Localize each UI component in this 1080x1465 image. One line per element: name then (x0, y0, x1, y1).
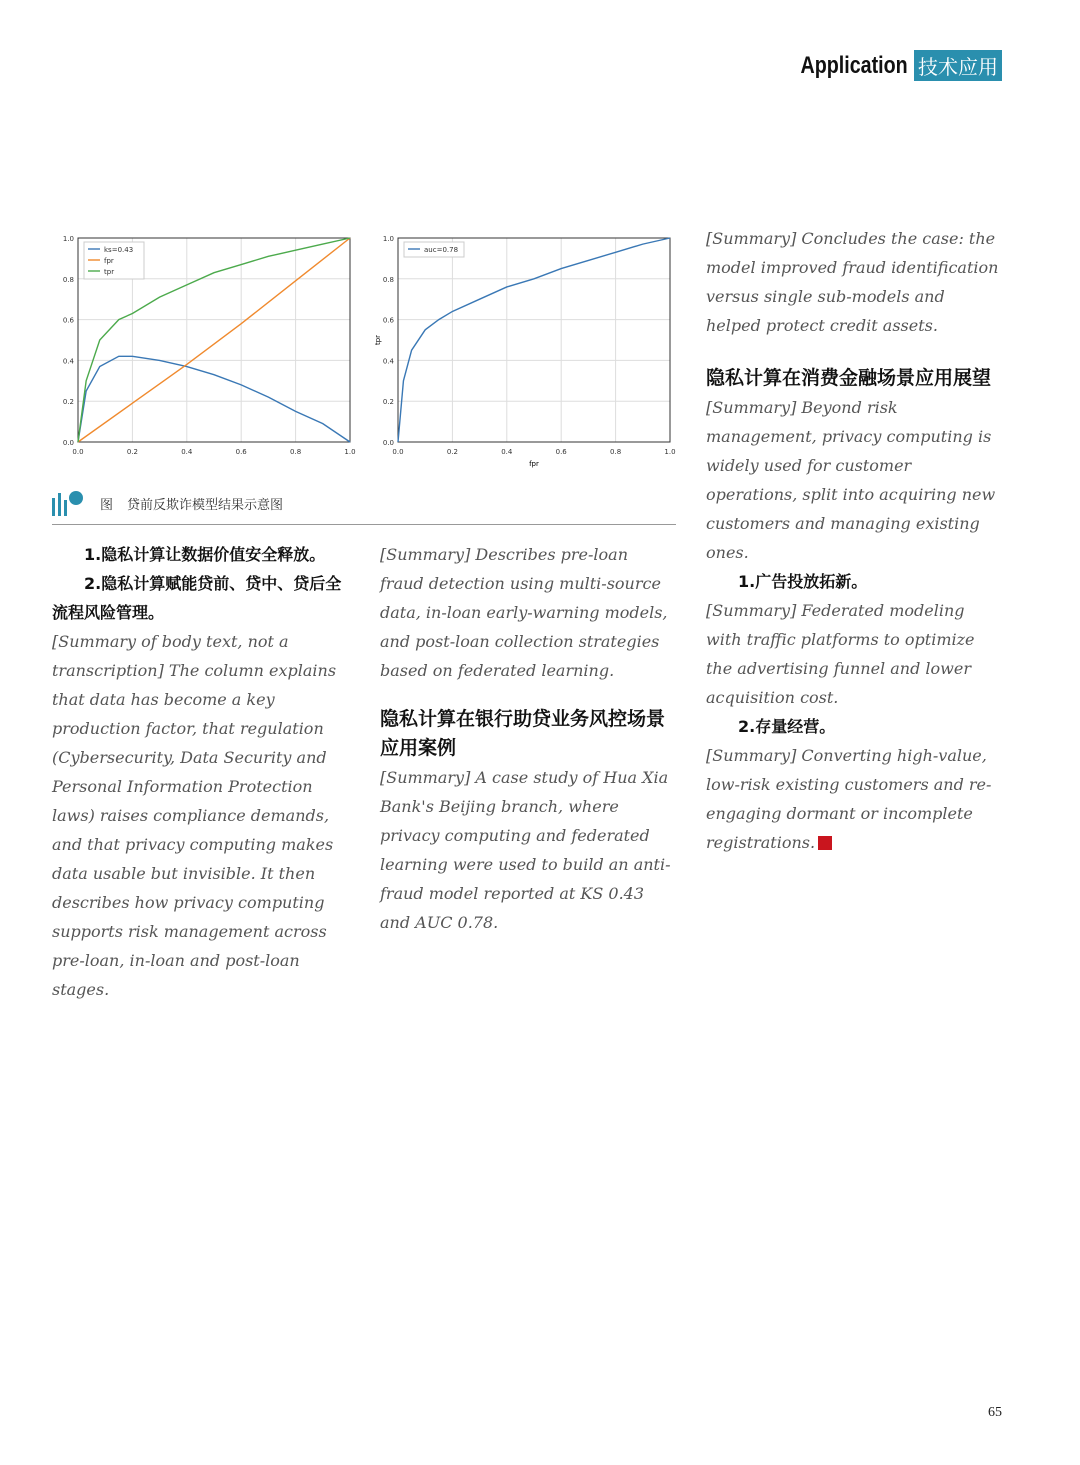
x-tick-label: 1.0 (664, 448, 676, 456)
end-mark-icon (818, 836, 832, 850)
chart-icon (52, 490, 86, 516)
col1-summary: [Summary of body text, not a transcription] The column explains that data has become a key production factor, that regulation (Cybersecurity, Data Security and Personal Information Protection laws) raises compliance demands, and that privacy computing makes data usable but invisible. It then describes how privacy computing supports risk management across pre-loan, in-loan and post-loan stages. (52, 632, 337, 999)
y-tick-label: 0.4 (382, 357, 394, 366)
column-1 (52, 540, 348, 1004)
figure (52, 228, 676, 528)
x-tick-label: 0.6 (555, 448, 567, 456)
point1-title: 1.隐私计算让数据价值安全释放。 (84, 545, 326, 564)
legend (404, 242, 464, 257)
x-axis-label: fpr (529, 460, 539, 468)
section-title-en: Application (800, 51, 908, 79)
caption-label: 图 (100, 497, 114, 513)
x-tick-label: 0.0 (392, 448, 404, 456)
y-tick-label: 0.0 (382, 439, 394, 447)
x-tick-label: 0.4 (181, 448, 193, 456)
x-tick-label: 0.2 (446, 448, 458, 456)
legend-label: tpr (104, 268, 115, 276)
column-2 (380, 540, 676, 937)
legend-label: auc=0.78 (424, 246, 459, 254)
section-header (777, 50, 1002, 81)
column-3 (706, 224, 1002, 857)
y-tick-label: 1.0 (382, 235, 394, 243)
plot-frame (398, 238, 670, 442)
x-tick-label: 0.6 (235, 448, 247, 456)
x-tick-label: 0.0 (72, 448, 84, 456)
caption-text: 贷前反欺诈模型结果示意图 (127, 497, 284, 513)
col3-lead: [Summary] Concludes the case: the model improved fraud identification versus single sub-models and helped protect credit assets. (706, 229, 999, 335)
roc-chart (372, 228, 682, 488)
figure-caption (52, 490, 676, 525)
y-tick-label: 0.8 (62, 275, 74, 284)
x-tick-label: 1.0 (344, 448, 356, 456)
ks-chart (52, 228, 362, 488)
point2-title: 2.隐私计算赋能贷前、贷中、贷后全流程风险管理。 (52, 574, 342, 622)
legend-label: fpr (104, 257, 114, 265)
y-tick-label: 0.4 (62, 357, 74, 366)
col3-point2-title: 2.存量经营。 (738, 717, 836, 736)
y-tick-label: 1.0 (62, 235, 74, 243)
col3-point2: [Summary] Converting high-value, low-risk existing customers and re-engaging dormant or incomplete registrations. (706, 746, 992, 852)
col2-summary: [Summary] Describes pre-loan fraud detection using multi-source data, in-loan early-warning models, and post-loan collection strategies based on federated learning. (380, 545, 668, 680)
y-tick-label: 0.6 (62, 316, 74, 325)
x-tick-label: 0.8 (290, 448, 302, 456)
page-number: 65 (988, 1405, 1002, 1420)
col3-point1: [Summary] Federated modeling with traffic platforms to optimize the advertising funnel and lower acquisition cost. (706, 601, 975, 707)
case-heading: 隐私计算在银行助贷业务风控场景应用案例 (380, 708, 666, 759)
series-line (398, 238, 670, 442)
x-tick-label: 0.2 (126, 448, 138, 456)
case-summary: [Summary] A case study of Hua Xia Bank's Beijing branch, where privacy computing and federated learning were used to build an anti-fraud model reported at KS 0.43 and AUC 0.78. (380, 768, 671, 932)
y-tick-label: 0.6 (382, 316, 394, 325)
y-tick-label: 0.0 (62, 439, 74, 447)
section-title-cn: 技术应用 (914, 50, 1002, 81)
y-tick-label: 0.8 (382, 275, 394, 284)
y-tick-label: 0.2 (382, 398, 394, 407)
outlook-heading: 隐私计算在消费金融场景应用展望 (706, 367, 992, 389)
col3-intro: [Summary] Beyond risk management, privacy computing is widely used for customer operations, split into acquiring new customers and managing existing ones. (706, 398, 996, 562)
legend-label: ks=0.43 (104, 246, 134, 254)
legend (84, 242, 144, 279)
col3-point1-title: 1.广告投放拓新。 (738, 572, 868, 591)
x-tick-label: 0.4 (501, 448, 513, 456)
y-axis-label: tpr (374, 334, 382, 346)
y-tick-label: 0.2 (62, 398, 74, 407)
x-tick-label: 0.8 (610, 448, 622, 456)
series-line (78, 356, 350, 442)
